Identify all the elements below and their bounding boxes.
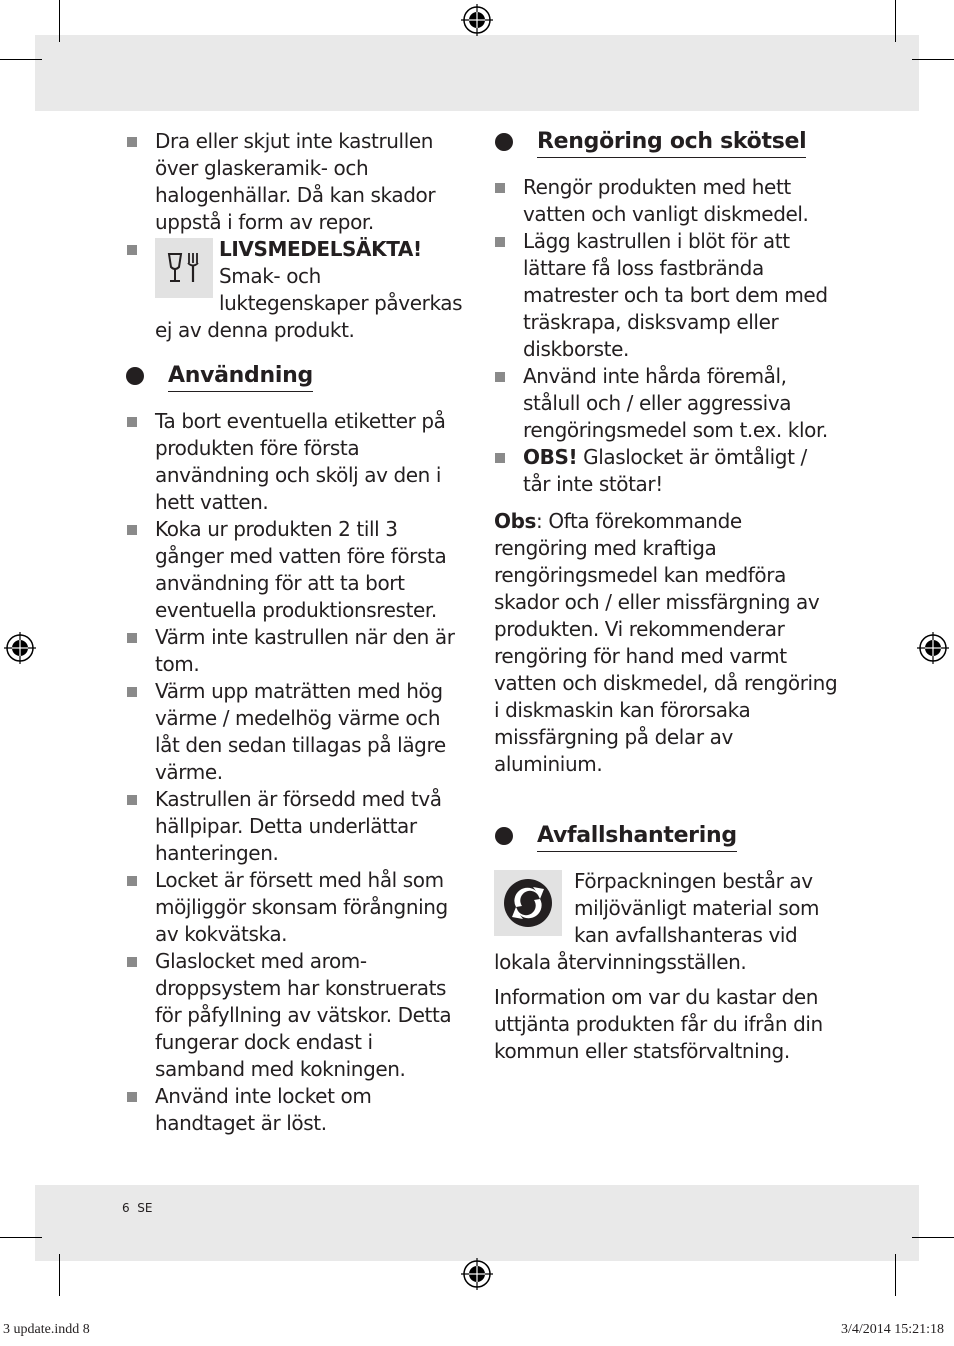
bullet-square-icon [127, 633, 137, 643]
bullet-square-icon [127, 137, 137, 147]
crop-mark [0, 59, 42, 60]
section-heading-disposal [495, 822, 839, 852]
bullet-square-icon [495, 237, 505, 247]
page-footer [122, 1201, 152, 1215]
crop-mark [0, 1237, 42, 1238]
list-item: Använd inte locket om handtaget är löst. [126, 1083, 466, 1137]
registration-mark-icon [917, 632, 949, 664]
page-number: 6 [122, 1201, 130, 1215]
right-column [494, 128, 839, 1065]
bullet-square-icon [127, 957, 137, 967]
list-item: Värm upp maträtten med hög värme / medelhög värme och låt den sedan tillagas på lägre värme. [126, 678, 466, 786]
section-title: Avfallshantering [537, 822, 737, 852]
crop-mark [912, 59, 954, 60]
section-heading-usage [126, 362, 466, 392]
section-title: Användning [168, 362, 313, 392]
cleaning-list [494, 174, 839, 498]
bullet-square-icon [495, 183, 505, 193]
list-item: Koka ur produkten 2 till 3 gånger med vatten före första användning för att ta bort eventuella produktionsrester. [126, 516, 466, 624]
registration-mark-icon [461, 4, 493, 36]
bullet-square-icon [127, 795, 137, 805]
left-column [126, 128, 466, 1137]
green-dot-symbol [494, 870, 562, 936]
registration-mark-icon [4, 632, 36, 664]
intro-list [126, 128, 466, 344]
bullet-square-icon [127, 417, 137, 427]
bullet-square-icon [127, 525, 137, 535]
bullet-square-icon [127, 876, 137, 886]
header-band [35, 35, 919, 111]
bullet-square-icon [127, 687, 137, 697]
bullet-square-icon [127, 1092, 137, 1102]
registration-mark-icon [461, 1258, 493, 1290]
bullet-square-icon [495, 372, 505, 382]
crop-mark [59, 1254, 60, 1296]
footer-band [35, 1185, 919, 1261]
usage-list [126, 408, 466, 1137]
disposal-box-text: Förpackningen består av miljövänligt material som kan avfallshanteras vid lokala återvinningsställen. [494, 869, 820, 974]
green-dot-recycling-icon [502, 877, 554, 929]
list-item: Ta bort eventuella etiketter på produkten före första användning och skölj av den i hett vatten. [126, 408, 466, 516]
bullet-square-icon [495, 453, 505, 463]
list-item: Dra eller skjut inte kastrullen över glaskeramik- och halogenhällar. Då kan skador uppstå i form av repor. [126, 128, 466, 236]
crop-mark [895, 1254, 896, 1296]
language-code: SE [137, 1201, 153, 1215]
disposal-box [494, 868, 839, 976]
disposal-info: Information om var du kastar den uttjänta produkten får du ifrån din kommun eller statsförvaltning. [494, 985, 823, 1063]
heading-dot-icon [495, 133, 513, 151]
glass-fork-icon [165, 248, 203, 288]
list-item: Glaslocket med arom-droppsystem har konstruerats för påfyllning av vätskor. Detta fungerar dock endast i samband med kokningen. [126, 948, 466, 1083]
cleaning-note: Obs: Ofta förekommande rengöring med kraftiga rengöringsmedel kan medföra skador och / eller missfärgning av produkten. Vi rekommenderar rengöring för hand med varmt vatten och diskmedel, då rengöring i diskmaskin kan förorsaka missfärgning på delar av aluminium. [494, 509, 838, 776]
section-title: Rengöring och skötsel [537, 128, 806, 158]
list-item: Kastrullen är försedd med två hällpipar. Detta underlättar hanteringen. [126, 786, 466, 867]
list-item: Rengör produkten med hett vatten och vanligt diskmedel. [494, 174, 839, 228]
list-item: Locket är försett med hål som möjliggör skonsam förångning av kokvätska. [126, 867, 466, 948]
crop-mark [912, 1237, 954, 1238]
food-safe-title: LIVSMEDELSÄKTA! [219, 237, 422, 261]
list-item: OBS! Glaslocket är ömtåligt / tår inte stötar! [494, 444, 839, 498]
list-item: Använd inte hårda föremål, stålull och / eller aggressiva rengöringsmedel som t.ex. klor. [494, 363, 839, 444]
heading-dot-icon [495, 827, 513, 845]
crop-mark [59, 0, 60, 42]
food-safe-item: LIVSMEDELSÄKTA! Smak- och luktegenskaper påverkas ej av denna produkt. [126, 236, 466, 344]
list-item: Lägg kastrullen i blöt för att lättare få loss fastbrända matrester och ta bort dem med träskrapa, disksvamp eller diskborste. [494, 228, 839, 363]
bullet-square-icon [127, 245, 137, 255]
food-safe-symbol [155, 238, 213, 298]
list-item: Värm inte kastrullen när den är tom. [126, 624, 466, 678]
crop-mark [895, 0, 896, 42]
section-heading-cleaning [495, 128, 839, 158]
slug-filename: 3 update.indd 8 [3, 1322, 90, 1337]
slug-timestamp: 3/4/2014 15:21:18 [840, 1322, 944, 1337]
heading-dot-icon [126, 367, 144, 385]
